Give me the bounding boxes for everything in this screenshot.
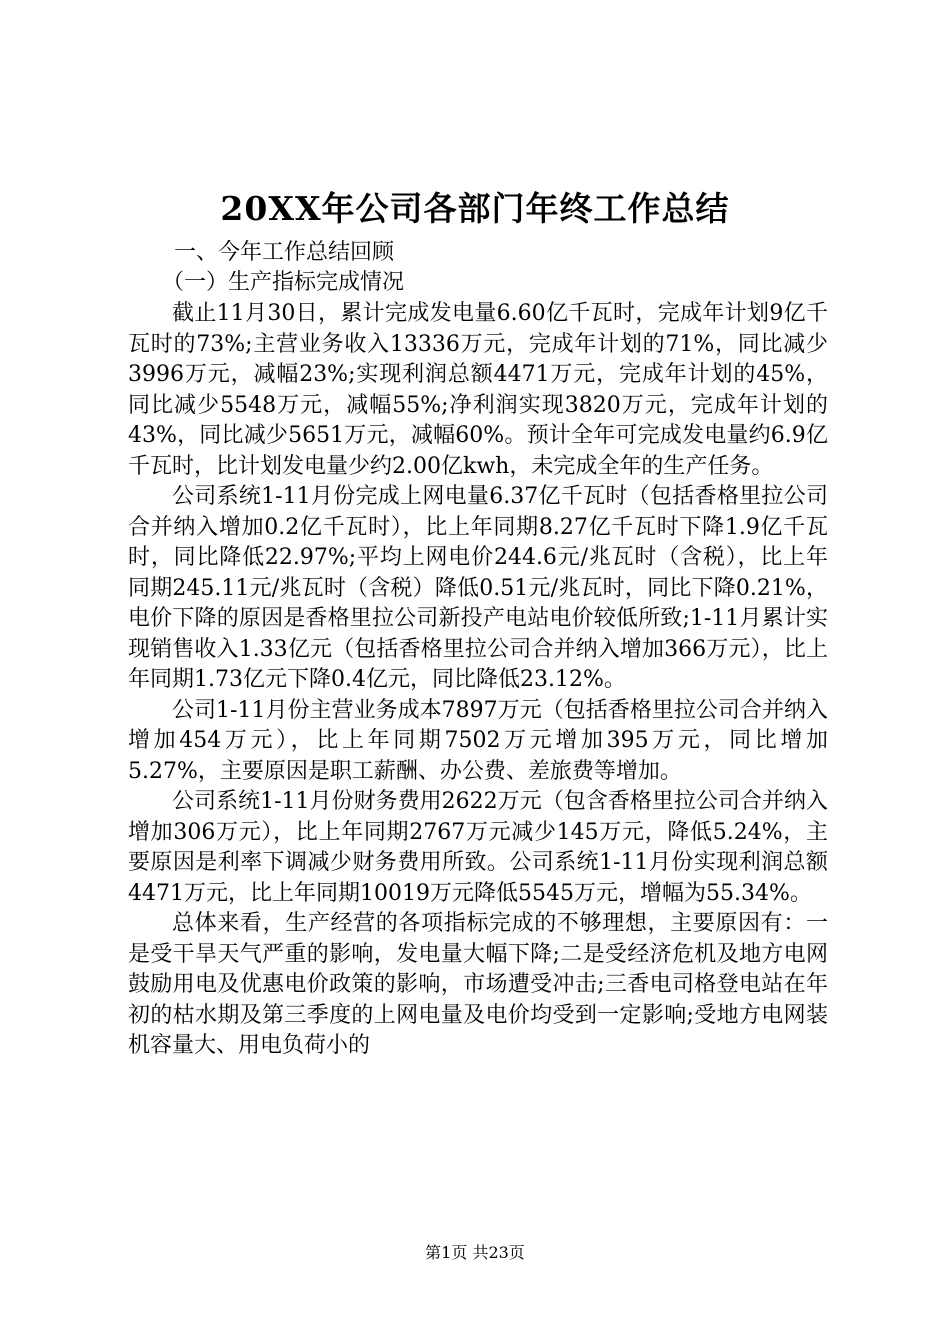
paragraph-production-summary: 截止11月30日，累计完成发电量6.60亿千瓦时，完成年计划9亿千瓦时的73%;主营业务收入13336万元，完成年计划的71%，同比减少3996万元，减幅23%;实现利润总额4471万元，完成年计划的45%，同比减少5548万元，减幅55%;净利润实现3820万元，完成年计划的43%，同比减少5651万元，减幅60%。预计全年可完成发电量约6.9亿千瓦时，比计划发电量少约2.00亿kwh，未完成全年的生产任务。 [128,301,828,479]
document-body [128,299,828,1062]
page-indicator: 第1页 共23页 [425,1243,525,1262]
paragraph-operating-cost: 公司1-11月份主营业务成本7897万元（包括香格里拉公司合并纳入增加454万元），比上年同期7502万元增加395万元，同比增加5.27%，主要原因是职工薪酬、办公费、差旅费等增加。 [128,697,828,784]
paragraph-overall-analysis: 总体来看，生产经营的各项指标完成的不够理想，主要原因有：一是受干旱天气严重的影响，发电量大幅下降;二是受经济危机及地方电网鼓励用电及优惠电价政策的影响，市场遭受冲击;三香电司格登电站在年初的枯水期及第三季度的上网电量及电价均受到一定影响;受地方电网装机容量大、用电负荷小的 [128,911,828,1058]
paragraph-grid-electricity: 公司系统1-11月份完成上网电量6.37亿千瓦时（包括香格里拉公司合并纳入增加0.2亿千瓦时），比上年同期8.27亿千瓦时下降1.9亿千瓦时，同比降低22.97%;平均上网电价244.6元/兆瓦时（含税），比上年同期245.11元/兆瓦时（含税）降低0.51元/兆瓦时，同比下降0.21%，电价下降的原因是香格里拉公司新投产电站电价较低所致;1-11月累计实现销售收入1.33亿元（包括香格里拉公司合并纳入增加366万元），比上年同期1.73亿元下降0.4亿元，同比降低23.12%。 [128,484,828,692]
subsection-heading: （一）生产指标完成情况 [162,270,405,295]
section-heading: 一、今年工作总结回顾 [174,240,395,265]
paragraph-financial-expense: 公司系统1-11月份财务费用2622万元（包含香格里拉公司合并纳入增加306万元），比上年同期2767万元减少145万元，降低5.24%，主要原因是利率下调减少财务费用所致。公司系统1-11月份实现利润总额4471万元，比上年同期10019万元降低5545万元，增幅为55.34%。 [128,789,828,906]
document-title: 20XX年公司各部门年终工作总结 [220,189,730,228]
